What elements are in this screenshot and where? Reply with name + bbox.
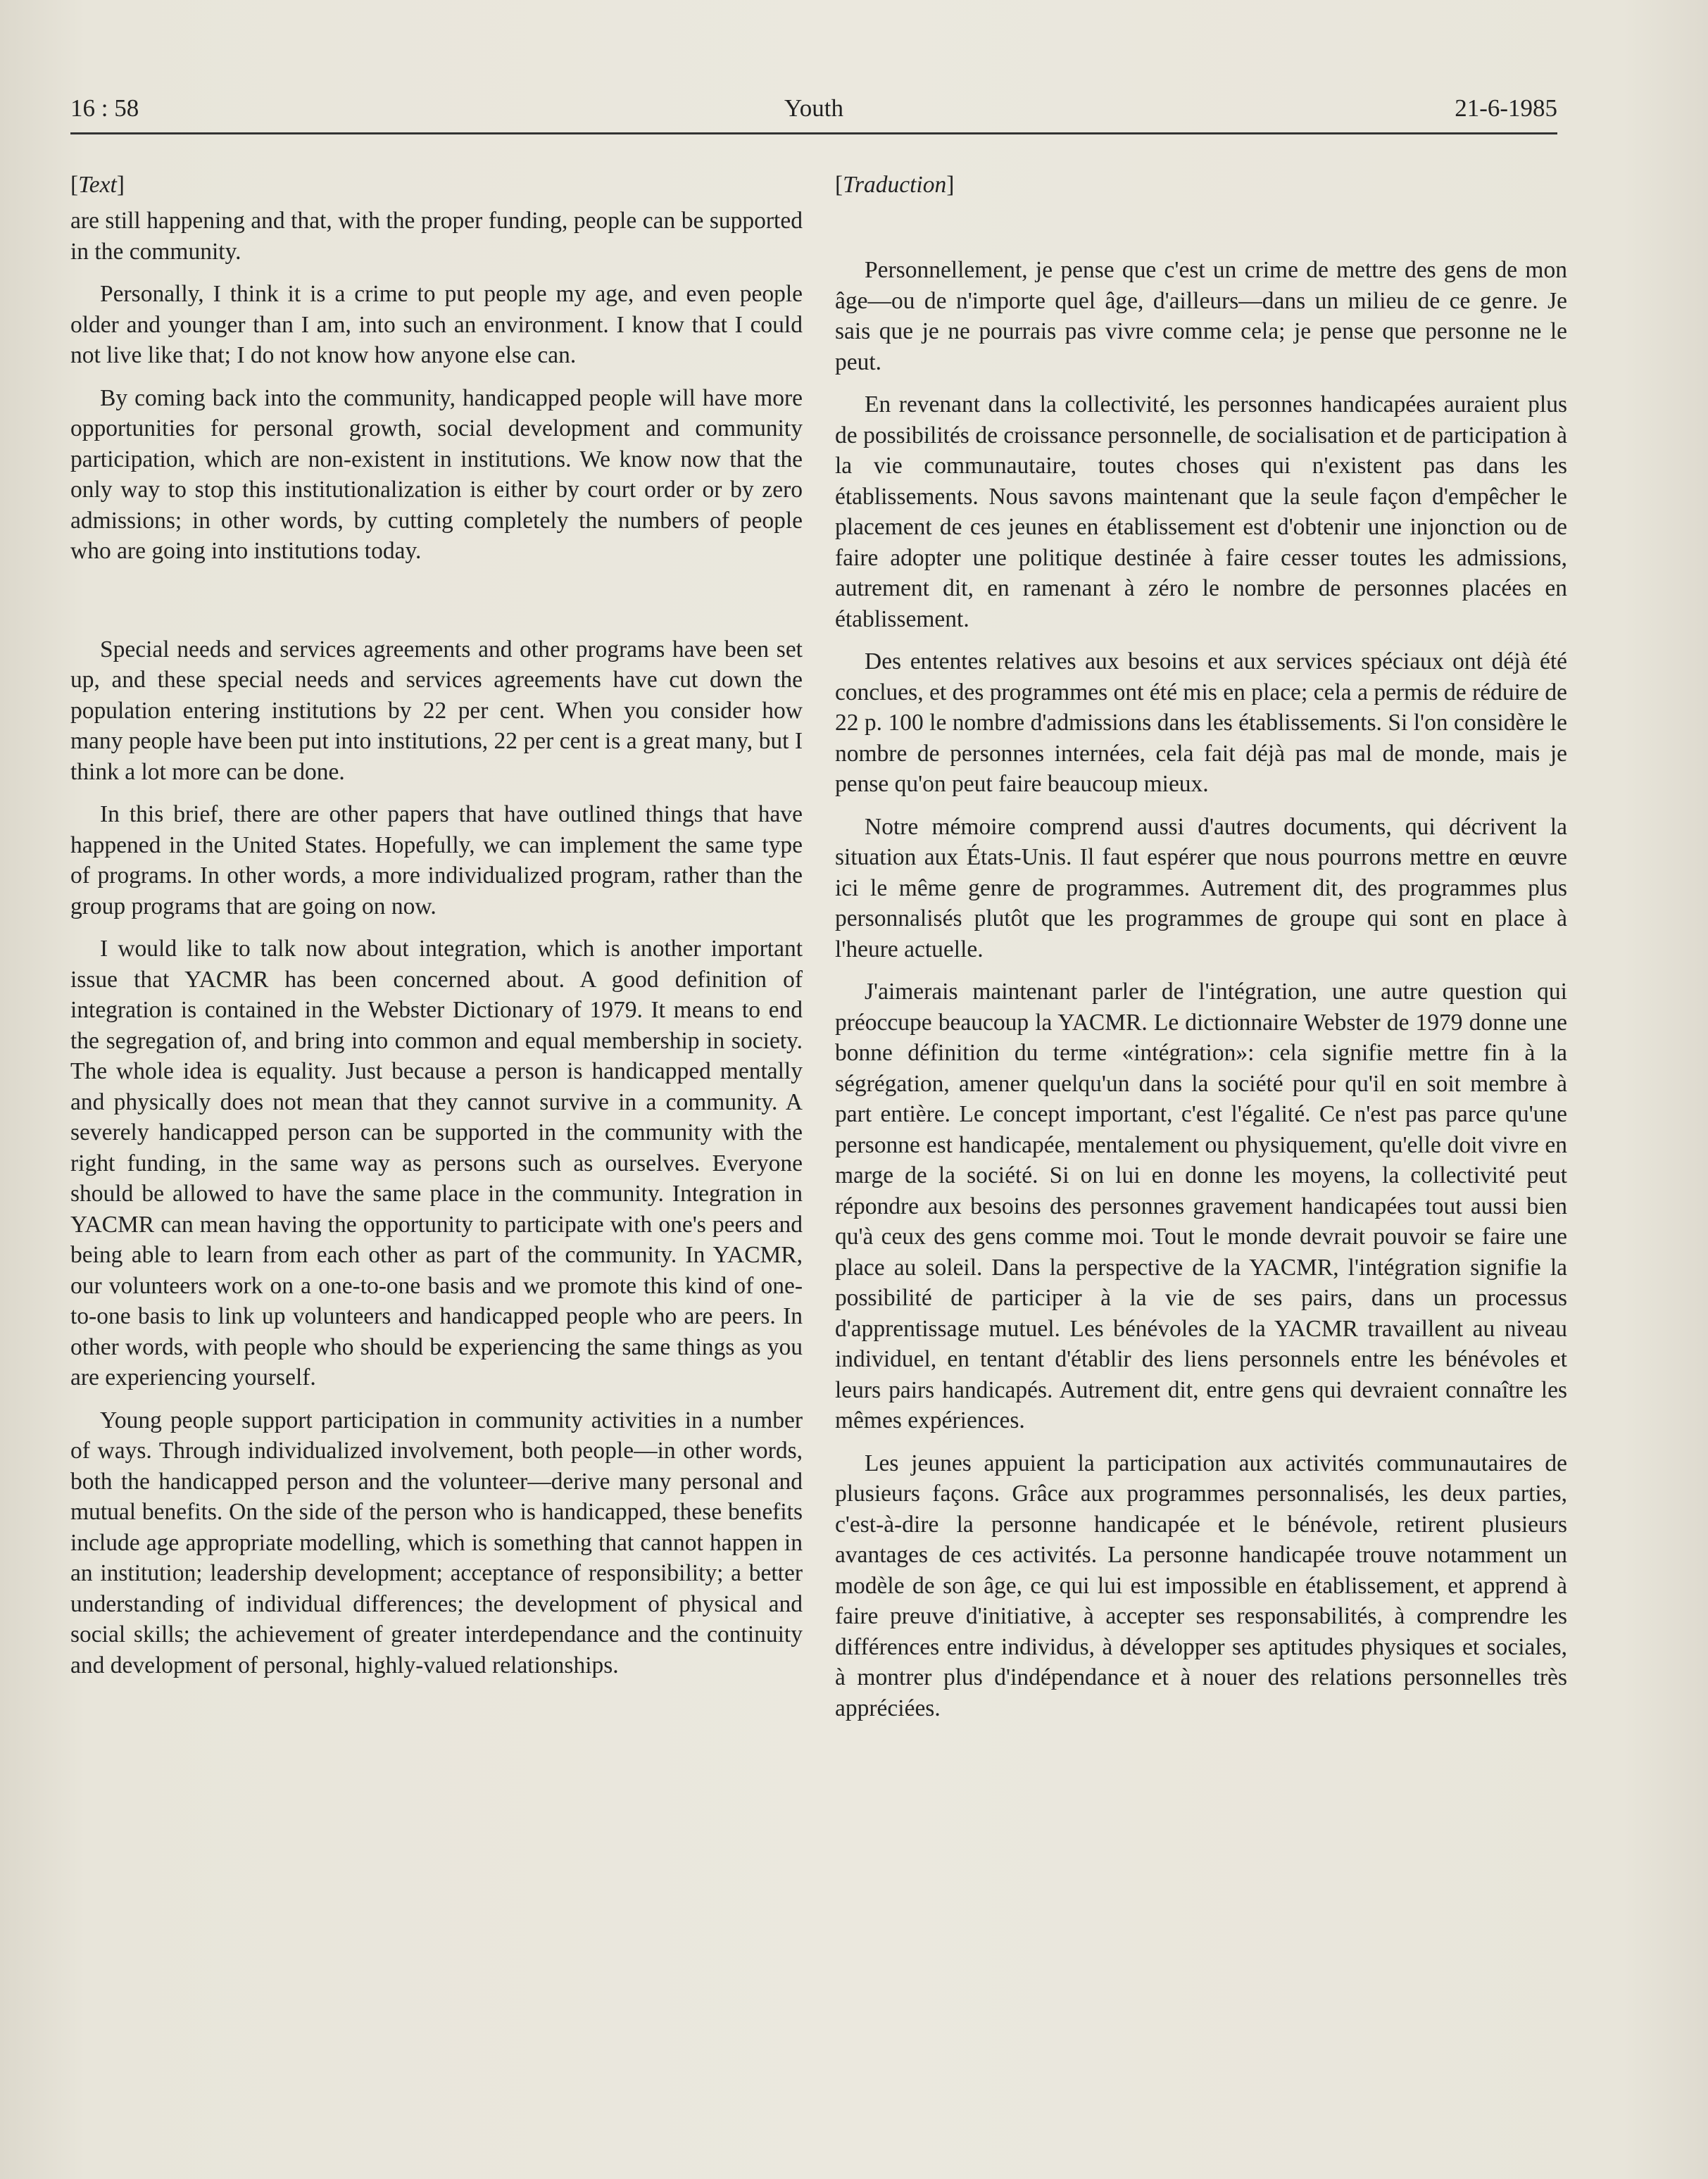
paragraph: By coming back into the community, handicapped people will have more opportunities for personal growth, social development and community participation, which are non-existent in institutions. We know now that the only way to stop this institutionalization is either by court order or by zero admissions; in other words, by cutting completely the numbers of people who are going into institutions today. [70, 384, 803, 564]
paragraph: En revenant dans la collectivité, les personnes handicapées auraient plus de possibilités de croissance personnelle, de socialisation et de participation à la vie communautaire, toutes choses qui n'existent pas dans les établissements. Nous savons maintenant que la seule façon d'empêcher le placement de ces jeunes en établissement est d'obtenir une injonction ou de faire adopter une politique destinée à faire cesser toutes les admissions, autrement dit, en ramenant à zéro le nombre de personnes placées en établissement. [835, 391, 1567, 632]
french-column [835, 166, 1567, 1735]
page-title: Youth [784, 94, 843, 122]
paragraph: are still happening and that, with the proper funding, people can be supported in the community. [70, 208, 803, 265]
column-gap [835, 206, 1567, 255]
running-header [70, 90, 1557, 134]
paragraph: Des ententes relatives aux besoins et aux services spéciaux ont déjà été conclues, et des programmes ont été mis en place; cela a permis de réduire de 22 p. 100 le nombre d'admissions dans les établissements. Si l'on considère le nombre de personnes internées, cela fait déjà pas mal de monde, mais je pense qu'on peut faire beaucoup mieux. [835, 648, 1567, 797]
french-label: [Traduction] [835, 172, 955, 198]
paragraph: In this brief, there are other papers that have outlined things that have happened in the United States. Hopefully, we can implement the same type of programs. In other words, a more individualized program, rather than the group programs that are going on now. [70, 801, 803, 919]
paragraph: Young people support participation in community activities in a number of ways. Through individualized involvement, both people—in other words, both the handicapped person and the volunteer—derive many personal and mutual benefits. On the side of the person who is handicapped, these benefits include age appropriate modelling, which is something that cannot happen in an institution; leadership development; acceptance of responsibility; a better understanding of individual differences; the development of physical and social skills; the achievement of greater interdependance and the continuity and development of personal, highly-valued relationships. [70, 1407, 803, 1678]
english-column [70, 166, 803, 1693]
column-gap [70, 579, 803, 634]
paragraph: I would like to talk now about integration, which is another important issue that YACMR has been concerned about. A good definition of integration is contained in the Webster Dictionary of 1979. It means to end the segregation of, and bring into common and equal membership in society. The whole idea is equality. Just because a person is handicapped mentally and physically does not mean that they cannot survive in a community. A severely handicapped person can be supported in the community with the right funding, in the same way as persons such as ourselves. Everyone should be allowed to have the same place in the community. Integration in YACMR can mean having the opportunity to participate with one's peers and being able to learn from each other as part of the community. In YACMR, our volunteers work on a one-to-one basis and we promote this kind of one-to-one basis to link up volunteers and handicapped people who are peers. In other words, with people who should be experiencing the same things as you are experiencing yourself. [70, 936, 803, 1390]
paragraph: Personally, I think it is a crime to put people my age, and even people older and younger than I am, into such an environment. I know that I could not live like that; I do not know how anyone else can. [70, 281, 803, 368]
paragraph: Notre mémoire comprend aussi d'autres documents, qui décrivent la situation aux États-Unis. Il faut espérer que nous pourrons mettre en œuvre ici le même genre de programmes. Autrement dit, des programmes plus personnalisés plutôt que les programmes de groupe qui sont en place à l'heure actuelle. [835, 813, 1567, 962]
paragraph: Special needs and services agreements and other programs have been set up, and these special needs and services agreements have cut down the population entering institutions by 22 per cent. When you consider how many people have been put into institutions, 22 per cent is a great many, but I think a lot more can be done. [70, 636, 803, 785]
paragraph: Personnellement, je pense que c'est un crime de mettre des gens de mon âge—ou de n'importe quel âge, d'ailleurs—dans un milieu de ce genre. Je sais que je ne pourrais pas vivre comme cela; je pense que personne ne le peut. [835, 257, 1567, 375]
english-label: [Text] [70, 172, 125, 198]
paragraph: Les jeunes appuient la participation aux activités communautaires de plusieurs façons. Grâce aux programmes personnalisés, les deux parties, c'est-à-dire la personne handicapée et le bénévole, retirent plusieurs avantages de ces activités. La personne handicapée trouve notamment un modèle de son âge, ce qui lui est impossible en établissement, et apprend à faire preuve d'initiative, à accepter ses responsabilités, à comprendre les différences entre individus, à développer ses aptitudes physiques et sociales, à montrer plus d'indépendance et à nouer des relations personnelles très appréciées. [835, 1450, 1567, 1721]
paragraph: J'aimerais maintenant parler de l'intégration, une autre question qui préoccupe beaucoup la YACMR. Le dictionnaire Webster de 1979 donne une bonne définition du terme «intégration»: cela signifie mettre fin à la ségrégation, amener quelqu'un dans la société pour qu'il en soit membre à part entière. Le concept important, c'est l'égalité. Ce n'est pas parce qu'une personne est handicapée, mentalement ou physiquement, qu'elle doit vivre en marge de la société. Si on lui en donne les moyens, la collectivité peut répondre aux besoins des personnes gravement handicapées tout aussi bien qu'à ceux des gens comme moi. Tout le monde devrait pouvoir se faire une place au soleil. Dans la perspective de la YACMR, l'intégration signifie la possibilité de participer à la vie de ses pairs, dans un processus d'apprentissage mutuel. Les bénévoles de la YACMR travaillent au niveau individuel, en tentant d'établir des liens personnels entre les bénévoles et leurs pairs handicapés. Autrement dit, entre gens qui devraient connaître les mêmes expériences. [835, 979, 1567, 1433]
page-number: 16 : 58 [70, 94, 139, 122]
page-date: 21-6-1985 [1455, 94, 1557, 122]
